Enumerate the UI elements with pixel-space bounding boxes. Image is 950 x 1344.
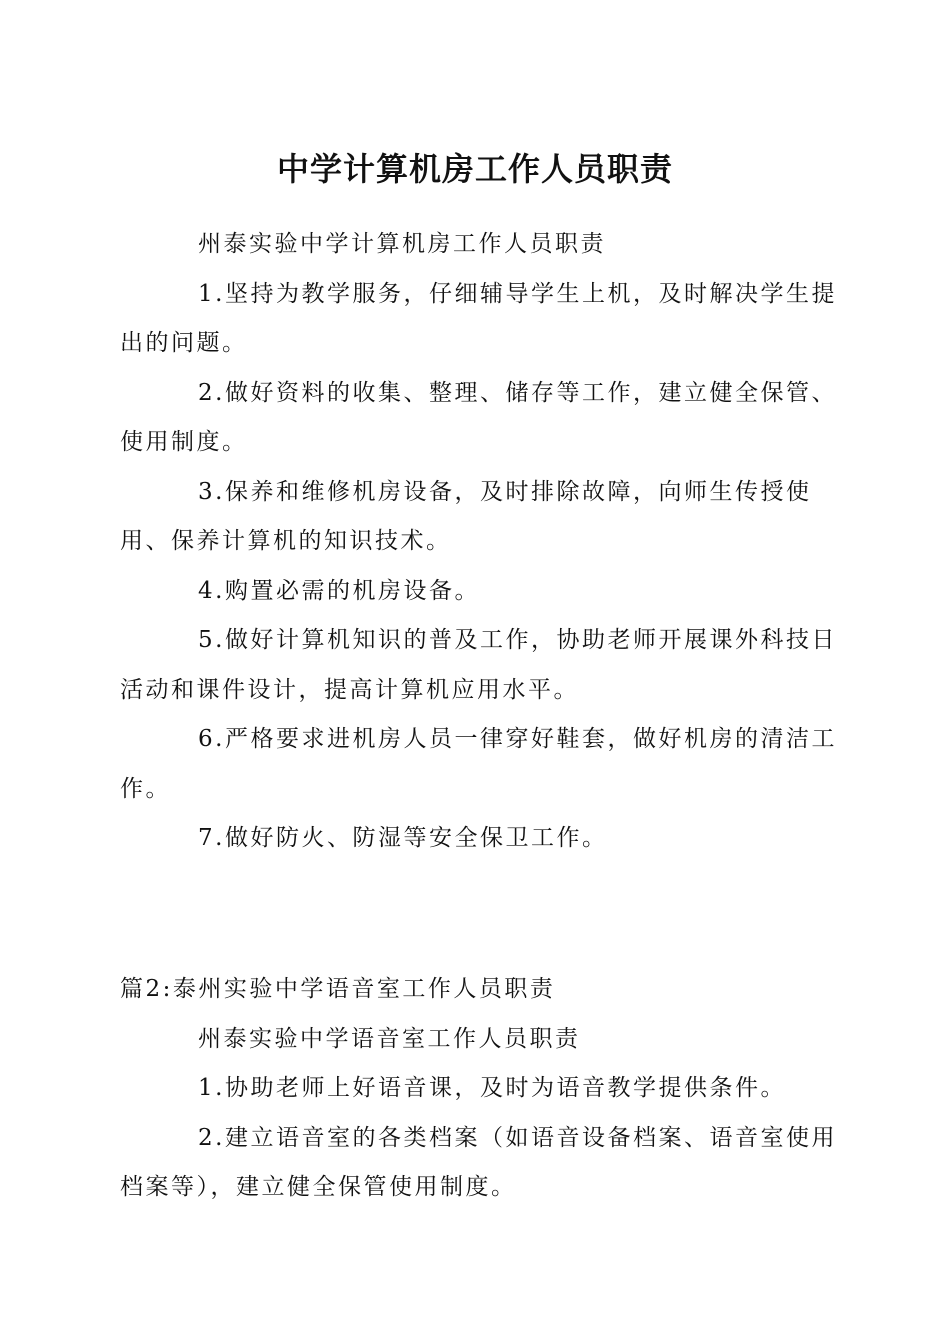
duty-item-4: 4.购置必需的机房设备。 <box>198 577 480 604</box>
duty-item-7: 7.做好防火、防湿等安全保卫工作。 <box>198 825 608 851</box>
page-title: 中学计算机房工作人员职责 <box>276 150 673 188</box>
section-subtitle: 州泰实验中学计算机房工作人员职责 <box>198 231 606 257</box>
duty-item-6: 6.严格要求进机房人员一律穿好鞋套，做好机房的清洁工作。 <box>120 726 837 802</box>
duty-item-1: 1.协助老师上好语音课，及时为语音教学提供条件。 <box>198 1075 786 1101</box>
section-language-lab <box>120 965 845 1213</box>
section-subtitle: 州泰实验中学语音室工作人员职责 <box>198 1025 581 1052</box>
duty-item-3: 3.保养和维修机房设备，及时排除故障，向师生传授使用、保养计算机的知识技术。 <box>120 478 812 554</box>
section-computer-room <box>120 220 845 864</box>
duty-item-5: 5.做好计算机知识的普及工作，协助老师开展课外科技日活动和课件设计，提高计算机应用水平。 <box>120 627 837 703</box>
duty-item-2: 2.建立语音室的各类档案（如语音设备档案、语音室使用档案等），建立健全保管使用制度。 <box>120 1124 837 1200</box>
section-heading: 篇2:泰州实验中学语音室工作人员职责 <box>120 976 556 1002</box>
duty-item-2: 2.做好资料的收集、整理、储存等工作，建立健全保管、使用制度。 <box>120 379 837 455</box>
duty-item-1: 1.坚持为教学服务，仔细辅导学生上机，及时解决学生提出的问题。 <box>120 280 837 356</box>
